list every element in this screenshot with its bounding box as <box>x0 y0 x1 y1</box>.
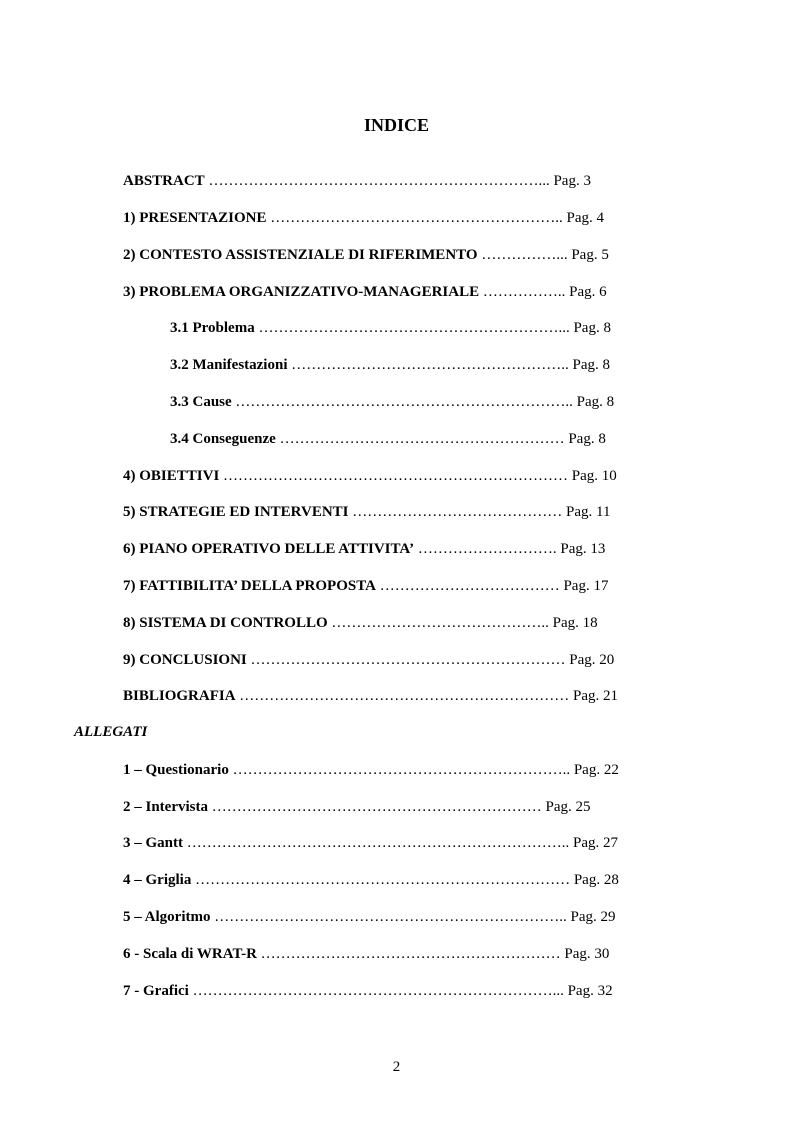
toc-leader-dots: ………………………………………………… <box>279 431 565 447</box>
toc-entry-strategie[interactable] <box>123 503 610 521</box>
toc-leader-dots: ………………………………………………………………… <box>195 872 571 888</box>
toc-leader-dots: ………………………………………………………… <box>211 799 542 815</box>
toc-page-ref: Pag. 21 <box>573 688 619 704</box>
toc-page-ref: Pag. 3 <box>553 173 591 189</box>
toc-page-ref: Pag. 25 <box>545 799 591 815</box>
toc-leader-dots: ………………………………………………………….. <box>232 762 571 778</box>
page-title: INDICE <box>363 115 429 135</box>
toc-entry-label: 8) SISTEMA DI CONTROLLO <box>123 615 328 631</box>
toc-entry-label: 4 – Griglia <box>123 872 192 888</box>
toc-subentry-conseguenze[interactable] <box>170 430 606 448</box>
toc-leader-dots: …………….. <box>482 284 566 300</box>
toc-entry-label: BIBLIOGRAFIA <box>123 688 236 704</box>
toc-page-ref: Pag. 22 <box>573 762 619 778</box>
toc-leader-dots: ………………………………………………………… <box>239 688 570 704</box>
toc-page-ref: Pag. 17 <box>563 578 609 594</box>
toc-page-ref: Pag. 8 <box>572 357 610 373</box>
toc-entry-bibliografia[interactable] <box>123 687 618 705</box>
toc-entry-label: 4) OBIETTIVI <box>123 468 220 484</box>
toc-attachment-scala-wrat-r[interactable] <box>123 945 609 963</box>
toc-leader-dots: ………………………………………………….. <box>270 210 563 226</box>
toc-page-ref: Pag. 5 <box>571 247 609 263</box>
toc-attachment-intervista[interactable] <box>123 798 591 816</box>
toc-page-ref: Pag. 28 <box>573 872 619 888</box>
toc-entry-fattibilita[interactable] <box>123 577 608 595</box>
toc-entry-presentazione[interactable] <box>123 209 604 227</box>
toc-leader-dots: ………………………. <box>417 541 557 557</box>
page-number: 2 <box>392 1059 401 1075</box>
toc-leader-dots: …………………………………….. <box>331 615 549 631</box>
toc-entry-piano-operativo[interactable] <box>123 540 605 558</box>
toc-leader-dots: …………………………………………………………….. <box>214 909 567 925</box>
toc-page-ref: Pag. 6 <box>569 284 607 300</box>
toc-leader-dots: …………………………………… <box>352 504 563 520</box>
toc-entry-obiettivi[interactable] <box>123 467 617 485</box>
toc-leader-dots: ………………………………………………………………... <box>192 983 564 999</box>
toc-leader-dots: ……………………………… <box>379 578 560 594</box>
toc-entry-label: ABSTRACT <box>123 173 205 189</box>
toc-page-ref: Pag. 29 <box>570 909 616 925</box>
toc-attachment-grafici[interactable] <box>123 982 613 1000</box>
toc-leader-dots: ………………………………………………………………….. <box>186 835 570 851</box>
toc-page-ref: Pag. 8 <box>568 431 606 447</box>
toc-entry-label: 6 - Scala di WRAT-R <box>123 946 257 962</box>
toc-entry-label: 3 – Gantt <box>123 835 183 851</box>
toc-page-ref: Pag. 27 <box>573 835 618 851</box>
toc-entry-label: 3.4 Conseguenze <box>170 431 276 447</box>
toc-entry-label: 1) PRESENTAZIONE <box>123 210 267 226</box>
toc-page-ref: Pag. 32 <box>567 983 613 999</box>
toc-entry-label: 2) CONTESTO ASSISTENZIALE DI RIFERIMENTO <box>123 247 478 263</box>
toc-page-ref: Pag. 20 <box>569 652 615 668</box>
attachments-heading: ALLEGATI <box>74 724 148 740</box>
toc-attachment-gantt[interactable] <box>123 834 618 852</box>
toc-page-ref: Pag. 10 <box>571 468 617 484</box>
toc-subentry-problema[interactable] <box>170 319 611 337</box>
toc-subentry-manifestazioni[interactable] <box>170 356 610 374</box>
toc-page-ref: Pag. 4 <box>566 210 604 226</box>
toc-leader-dots: ……………... <box>481 247 568 263</box>
toc-leader-dots: …………………………………………………… <box>260 946 561 962</box>
toc-entry-sistema-controllo[interactable] <box>123 614 598 632</box>
toc-entry-label: 3) PROBLEMA ORGANIZZATIVO-MANAGERIALE <box>123 284 480 300</box>
toc-entry-label: 9) CONCLUSIONI <box>123 652 247 668</box>
toc-page-ref: Pag. 30 <box>564 946 610 962</box>
toc-entry-label: 5 – Algoritmo <box>123 909 211 925</box>
toc-page-ref: Pag. 13 <box>560 541 606 557</box>
toc-leader-dots: …………………………………………………………… <box>223 468 569 484</box>
toc-page-ref: Pag. 11 <box>566 504 611 520</box>
toc-entry-label: 7) FATTIBILITA’ DELLA PROPOSTA <box>123 578 376 594</box>
toc-entry-label: 7 - Grafici <box>123 983 189 999</box>
toc-attachment-questionario[interactable] <box>123 761 619 779</box>
toc-leader-dots: ……………………………………………………… <box>250 652 566 668</box>
toc-entry-label: 3.1 Problema <box>170 320 255 336</box>
toc-entry-label: 3.3 Cause <box>170 394 232 410</box>
toc-entry-conclusioni[interactable] <box>123 651 614 669</box>
toc-leader-dots: ……………………………………………….. <box>291 357 569 373</box>
toc-subentry-cause[interactable] <box>170 393 614 411</box>
toc-leader-dots: ………………………………………………………….. <box>235 394 573 410</box>
toc-entry-label: 5) STRATEGIE ED INTERVENTI <box>123 504 349 520</box>
toc-page-ref: Pag. 8 <box>573 320 611 336</box>
toc-leader-dots: ……………………………………………………... <box>258 320 570 336</box>
toc-page-ref: Pag. 18 <box>552 615 598 631</box>
toc-page-ref: Pag. 8 <box>576 394 615 410</box>
toc-leader-dots: …………………………………………………………... <box>208 173 550 189</box>
toc-entry-label: 3.2 Manifestazioni <box>170 357 288 373</box>
toc-entry-label: 2 – Intervista <box>123 799 208 815</box>
toc-entry-abstract[interactable] <box>123 172 591 190</box>
toc-entry-label: 6) PIANO OPERATIVO DELLE ATTIVITA’ <box>123 541 415 557</box>
toc-entry-label: 1 – Questionario <box>123 762 229 778</box>
toc-attachment-griglia[interactable] <box>123 871 619 889</box>
toc-entry-contesto[interactable] <box>123 246 609 264</box>
toc-entry-problema-organizzativo[interactable] <box>123 283 607 301</box>
toc-attachment-algoritmo[interactable] <box>123 908 616 926</box>
